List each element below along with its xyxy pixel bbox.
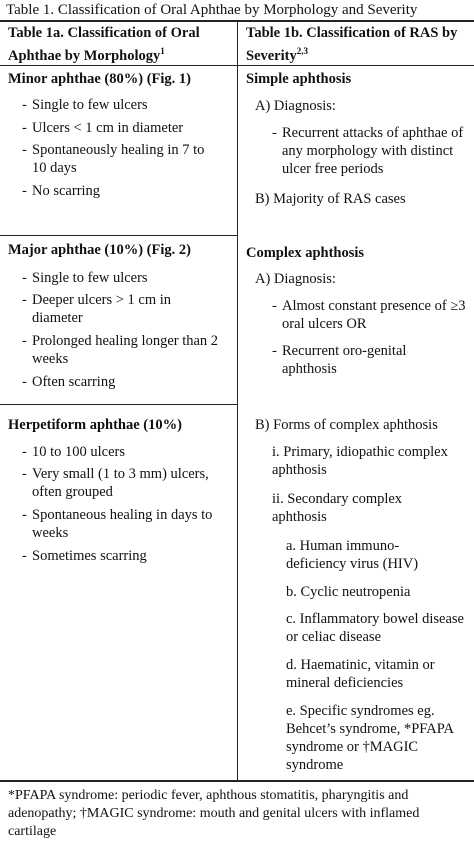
list-item: - Deeper ulcers > 1 cm in diameter	[22, 292, 172, 326]
list-item: - Recurrent attacks of aphthae of any morphology with distinct ulcer free periods	[272, 125, 464, 177]
list-item: - Spontaneously healing in 7 to 10 days	[22, 142, 205, 176]
list-item: - Very small (1 to 3 mm) ulcers, often grouped	[22, 466, 209, 500]
list-item: - Often scarring	[22, 374, 116, 390]
list-item: - Spontaneous healing in days to weeks	[22, 507, 213, 541]
list-item: - 10 to 100 ulcers	[22, 444, 126, 460]
major-herpetiform-divider	[0, 404, 237, 405]
herpetiform-aphthae-title: Herpetiform aphthae (10%)	[8, 417, 182, 433]
list-item: - Sometimes scarring	[22, 548, 147, 564]
list-item: - Single to few ulcers	[22, 270, 148, 286]
list-item: - Prolonged healing longer than 2 weeks	[22, 333, 219, 367]
list-item: - Recurrent oro-genital aphthosis	[272, 343, 407, 377]
right-column-header: Table 1b. Classification of RAS by Severity$^{2,3}$	[246, 25, 458, 64]
list-item: - No scarring	[22, 183, 101, 199]
simple-diagnosis-label: A) Diagnosis:	[255, 98, 336, 114]
secondary-cause-item: a. Human immuno-deficiency virus (HIV)	[286, 538, 419, 572]
secondary-cause-item: d. Haematinic, vitamin or mineral deficiencies	[286, 657, 435, 691]
column-divider	[237, 21, 238, 780]
complex-forms-label: B) Forms of complex aphthosis	[255, 417, 438, 433]
secondary-cause-item: e. Specific syndromes eg. Behcet’s syndrome, *PFAPA syndrome or †MAGIC syndrome	[286, 703, 454, 773]
secondary-cause-item: b. Cyclic neutropenia	[286, 584, 411, 600]
simple-aphthosis-title: Simple aphthosis	[246, 71, 352, 87]
list-item: - Ulcers < 1 cm in diameter	[22, 120, 184, 136]
complex-form-secondary: ii. Secondary complex aphthosis	[272, 491, 403, 525]
secondary-cause-item: c. Inflammatory bowel disease or celiac disease	[286, 611, 464, 645]
left-column-header: Table 1a. Classification of Oral Aphthae by Morphology$^1$	[8, 25, 200, 64]
table-footnote: *PFAPA syndrome: periodic fever, aphthous stomatitis, pharyngitis and adenopathy; †MAGIC syndrome: mouth and genital ulcers with inflamed cartilage	[8, 788, 420, 839]
complex-aphthosis-title: Complex aphthosis	[246, 245, 365, 261]
table-bottom-rule	[0, 780, 474, 782]
simple-majority-label: B) Majority of RAS cases	[255, 191, 406, 207]
table-caption: Table 1. Classification of Oral Aphthae by Morphology and Severity	[6, 2, 418, 18]
list-item: - Almost constant presence of ≥3 oral ulcers OR	[272, 298, 466, 332]
major-aphthae-title: Major aphthae (10%) (Fig. 2)	[8, 242, 191, 258]
minor-aphthae-title: Minor aphthae (80%) (Fig. 1)	[8, 71, 191, 87]
complex-diagnosis-label: A) Diagnosis:	[255, 271, 336, 287]
list-item: - Single to few ulcers	[22, 97, 148, 113]
complex-form-primary: i. Primary, idiopathic complex aphthosis	[272, 444, 448, 478]
minor-major-divider	[0, 235, 237, 236]
